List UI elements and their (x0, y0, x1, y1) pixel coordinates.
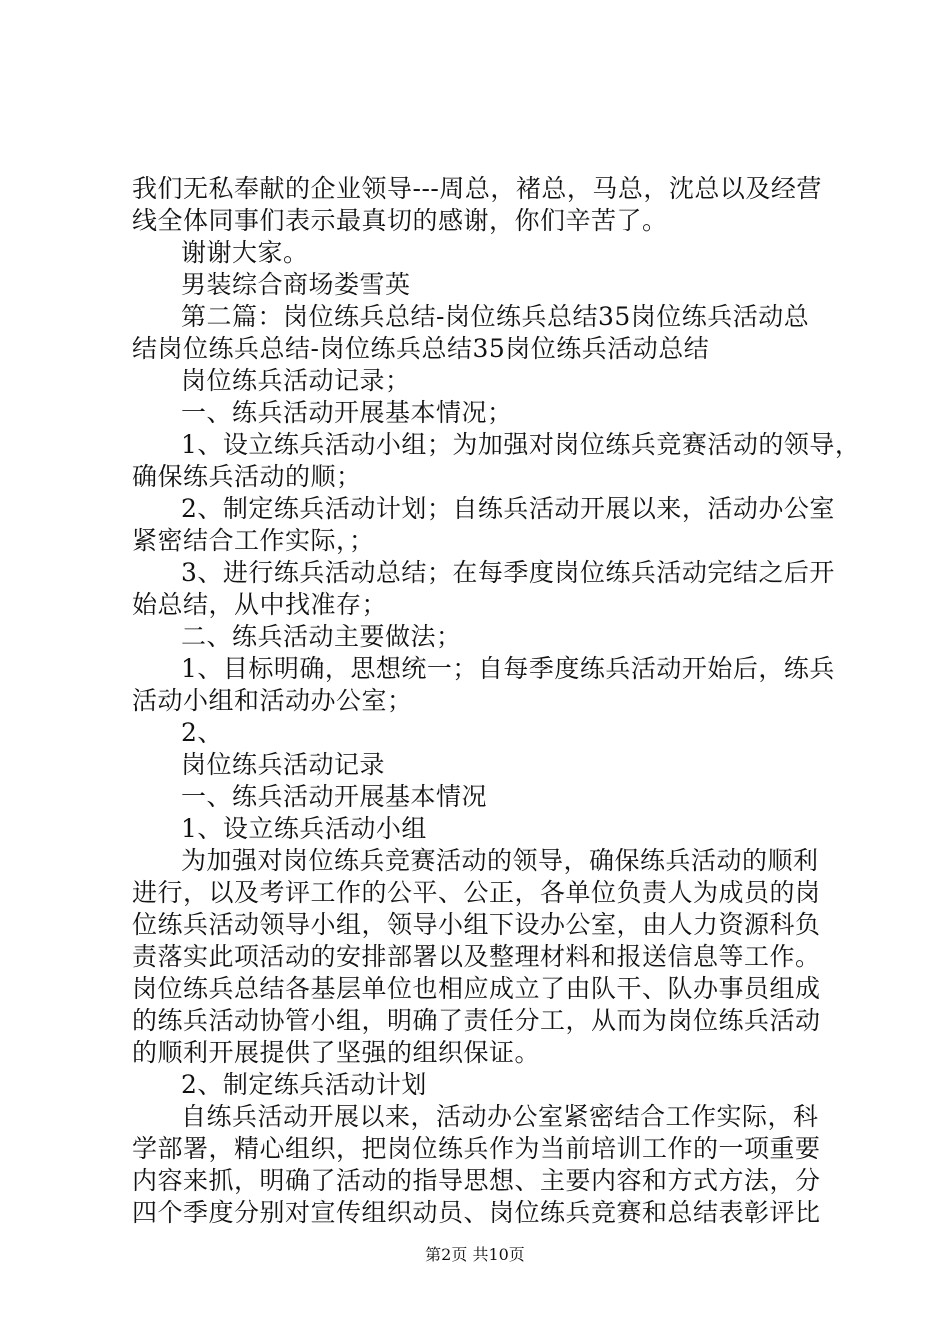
text-line: 1、目标明确，思想统一；自每季度练兵活动开始后，练兵 (181, 654, 835, 683)
text-line: 我们无私奉献的企业领导---周总，褚总，马总，沈总以及经营 (132, 174, 822, 203)
text-line: 学部署，精心组织，把岗位练兵作为当前培训工作的一项重要 (132, 1134, 821, 1163)
text-line: 岗位练兵活动记录 (181, 750, 386, 779)
section-heading: 结岗位练兵总结-岗位练兵总结35岗位练兵活动总结 (132, 334, 710, 363)
page-number-footer: 第2页 共10页 (425, 1245, 525, 1264)
text-line: 3、进行练兵活动总结；在每季度岗位练兵活动完结之后开 (181, 558, 835, 587)
text-line: 线全体同事们表示最真切的感谢，你们辛苦了。 (132, 206, 668, 235)
text-line: 一、练兵活动开展基本情况； (181, 398, 513, 427)
text-line: 的练兵活动协管小组，明确了责任分工，从而为岗位练兵活动 (132, 1006, 821, 1035)
text-line: 2、制定练兵活动计划 (181, 1070, 427, 1099)
text-line: 确保练兵活动的顺； (132, 462, 362, 491)
text-line: 紧密结合工作实际，； (132, 526, 375, 555)
text-line: 男装综合商场娄雪英 (181, 270, 411, 299)
text-line: 始总结，从中找准存； (132, 590, 388, 619)
text-line: 一、练兵活动开展基本情况 (181, 782, 488, 811)
text-line: 为加强对岗位练兵竞赛活动的领导，确保练兵活动的顺利 (181, 846, 819, 875)
text-line: 活动小组和活动办公室； (132, 686, 413, 715)
text-line: 内容来抓，明确了活动的指导思想、主要内容和方式方法，分 (132, 1166, 821, 1195)
text-line: 责落实此项活动的安排部署以及整理材料和报送信息等工作。 (132, 942, 821, 971)
text-line: 岗位练兵总结各基层单位也相应成立了由队干、队办事员组成 (132, 974, 821, 1003)
text-line: 2、制定练兵活动计划；自练兵活动开展以来，活动办公室 (181, 494, 835, 523)
text-line: 二、练兵活动主要做法； (181, 622, 462, 651)
text-line: 自练兵活动开展以来，活动办公室紧密结合工作实际，科 (181, 1102, 819, 1131)
text-line: 位练兵活动领导小组，领导小组下设办公室，由人力资源科负 (132, 910, 821, 939)
text-line: 谢谢大家。 (181, 238, 309, 267)
text-line: 1、设立练兵活动小组 (181, 814, 427, 843)
section-heading: 第二篇：岗位练兵总结-岗位练兵总结35岗位练兵活动总 (181, 302, 810, 331)
text-line: 岗位练兵活动记录； (181, 366, 411, 395)
text-line: 2、 (181, 718, 223, 747)
text-line: 进行，以及考评工作的公平、公正，各单位负责人为成员的岗 (132, 878, 821, 907)
text-line: 四个季度分别对宣传组织动员、岗位练兵竞赛和总结表彰评比 (132, 1198, 821, 1227)
text-line: 的顺利开展提供了坚强的组织保证。 (132, 1038, 541, 1067)
text-line: 1、设立练兵活动小组；为加强对岗位练兵竞赛活动的领导， (181, 430, 861, 459)
